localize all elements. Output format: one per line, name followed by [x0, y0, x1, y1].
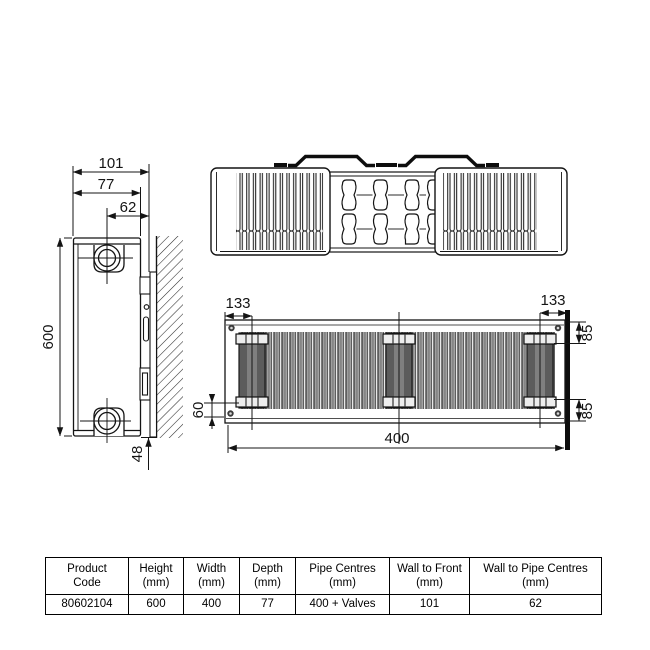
- dim-depth: 77: [97, 176, 115, 193]
- dim-height: 600: [40, 324, 57, 350]
- header-pipe-centres: Pipe Centres (mm): [296, 558, 390, 595]
- top-left-panel: [211, 168, 330, 255]
- top-right-panel: [435, 168, 567, 255]
- value-wall-to-pipe-centres: 62: [470, 595, 602, 615]
- top-mounting-brackets: [274, 157, 499, 168]
- spec-table-value-row: [46, 595, 602, 615]
- value-wall-to-front: 101: [390, 595, 470, 615]
- dim-bottom-clearance: 48: [129, 445, 146, 463]
- top-view: [211, 157, 567, 256]
- value-height: 600: [129, 595, 184, 615]
- value-pipe-centres: 400 + Valves: [296, 595, 390, 615]
- header-wall-to-pipe-centres: Wall to Pipe Centres (mm): [470, 558, 602, 595]
- wall-hatching: [157, 236, 184, 438]
- header-depth: Depth (mm): [240, 558, 296, 595]
- dim-width: 400: [384, 430, 410, 447]
- wall-section-bar: [565, 310, 570, 450]
- dim-top-fixing-drop: 85: [579, 324, 596, 342]
- dim-bottom-fixing-offset: 60: [190, 401, 207, 419]
- header-width: Width (mm): [184, 558, 240, 595]
- header-wall-to-front: Wall to Front (mm): [390, 558, 470, 595]
- top-convector-section: [327, 172, 438, 252]
- side-wall-bracket: [140, 272, 157, 437]
- header-product-code: Product Code: [46, 558, 129, 595]
- dim-bracket-inset-left: 133: [225, 295, 251, 312]
- dim-wall-to-front: 101: [98, 155, 124, 172]
- spec-table: [45, 557, 602, 615]
- dim-bottom-fixing-rise: 85: [579, 402, 596, 420]
- header-height: Height (mm): [129, 558, 184, 595]
- value-depth: 77: [240, 595, 296, 615]
- value-width: 400: [184, 595, 240, 615]
- dim-bracket-inset-right: 133: [540, 292, 566, 309]
- value-product-code: 80602104: [46, 595, 129, 615]
- spec-table-header-row: [46, 558, 602, 595]
- dim-wall-to-pipe-centres: 62: [119, 199, 137, 216]
